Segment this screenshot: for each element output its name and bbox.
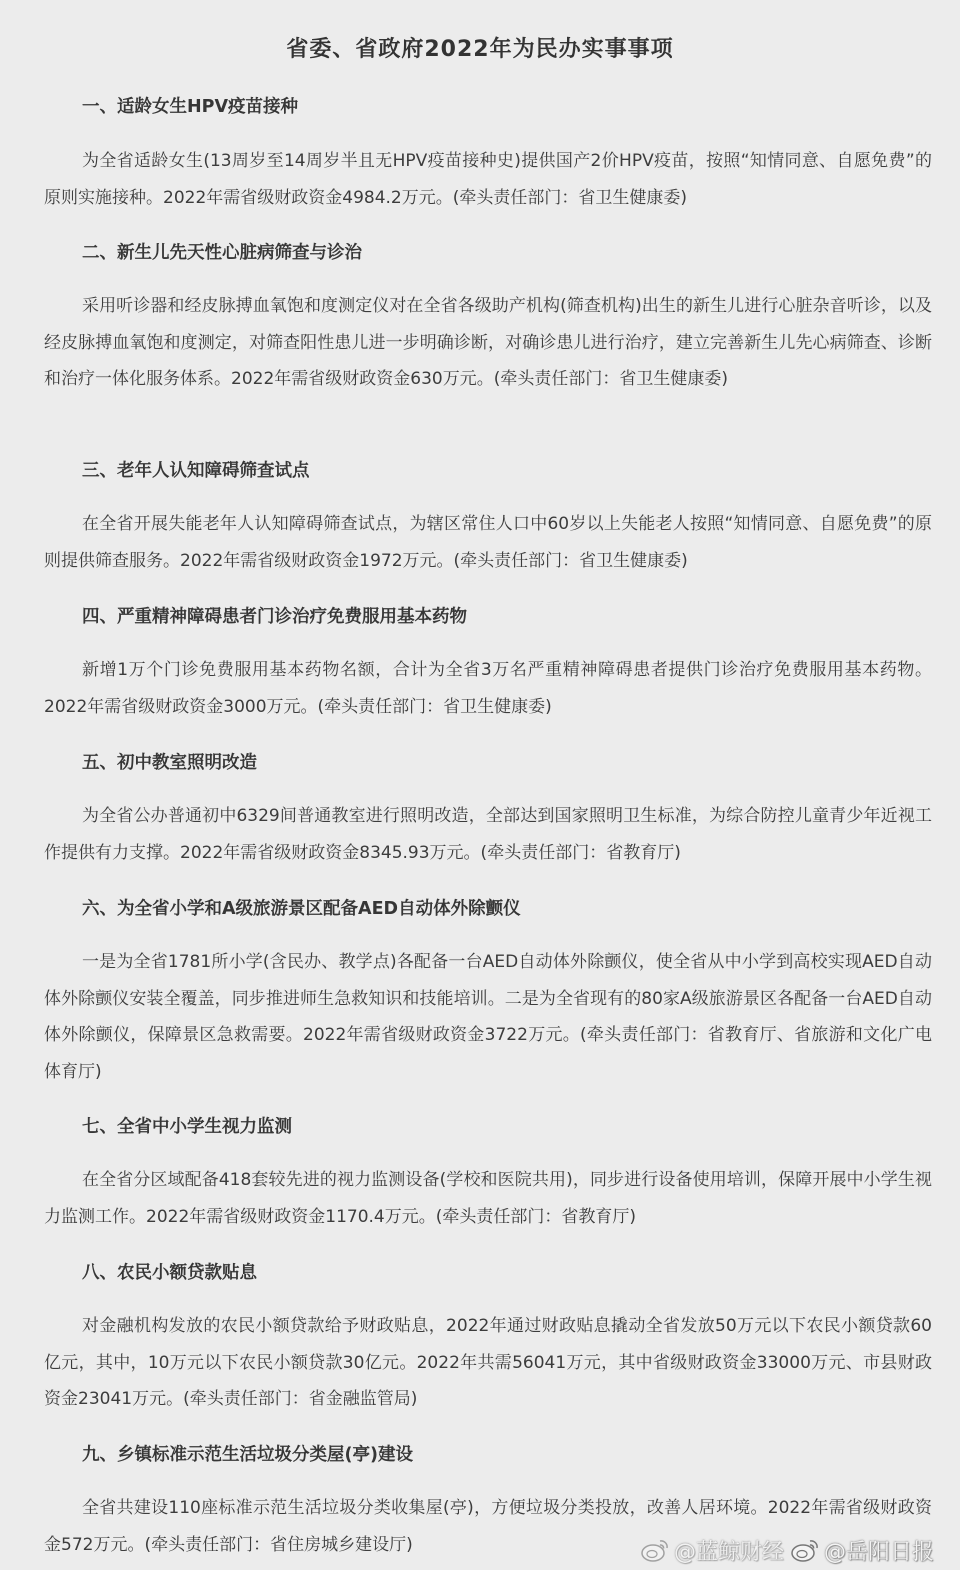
watermark-yueyang-daily <box>790 1532 934 1568</box>
section-heading-5: 五、初中教室照明改造 <box>82 753 257 773</box>
section-body-3: 在全省开展失能老年人认知障碍筛查试点，为辖区常住人口中60岁以上失能老人按照“知情同意、自愿免费”的原则提供筛查服务。2022年需省级财政资金1972万元。(牵头责任部门：省卫生健康委) <box>44 514 932 571</box>
section-heading-3: 三、老年人认知障碍筛查试点 <box>82 461 310 481</box>
section-body-6: 一是为全省1781所小学(含民办、教学点)各配备一台AED自动体外除颤仪，使全省从中小学到高校实现AED自动体外除颤仪安装全覆盖，同步推进师生急救知识和技能培训。二是为全省现有的80家A级旅游景区各配备一台AED自动体外除颤仪，保障景区急救需要。2022年需省级财政资金3722万元。(牵头责任部门：省教育厅、省旅游和文化广电体育厅) <box>44 952 932 1082</box>
section-body-4: 新增1万个门诊免费服用基本药物名额，合计为全省3万名严重精神障碍患者提供门诊治疗免费服用基本药物。2022年需省级财政资金3000万元。(牵头责任部门：省卫生健康委) <box>44 660 932 717</box>
weibo-icon <box>640 1537 670 1563</box>
document-title: 省委、省政府2022年为民办实事事项 <box>286 37 674 62</box>
section-body-8: 对金融机构发放的农民小额贷款给予财政贴息，2022年通过财政贴息撬动全省发放50万元以下农民小额贷款60亿元，其中，10万元以下农民小额贷款30亿元。2022年共需56041万元，其中省级财政资金33000万元、市县财政资金23041万元。(牵头责任部门：省金融监管局) <box>44 1316 932 1409</box>
weibo-icon <box>790 1537 820 1563</box>
section-body-5: 为全省公办普通初中6329间普通教室进行照明改造，全部达到国家照明卫生标准，为综合防控儿童青少年近视工作提供有力支撑。2022年需省级财政资金8345.93万元。(牵头责任部门：省教育厅) <box>44 806 932 863</box>
section-heading-4: 四、严重精神障碍患者门诊治疗免费服用基本药物 <box>82 607 467 627</box>
section-heading-2: 二、新生儿先天性心脏病筛查与诊治 <box>82 243 362 263</box>
watermark-text: @蓝鲸财经 <box>674 1539 785 1565</box>
watermark-text: @岳阳日报 <box>824 1539 935 1565</box>
watermark-lanjing <box>640 1532 784 1568</box>
section-heading-1: 一、适龄女生HPV疫苗接种 <box>82 97 299 117</box>
section-body-7: 在全省分区域配备418套较先进的视力监测设备(学校和医院共用)，同步进行设备使用培训，保障开展中小学生视力监测工作。2022年需省级财政资金1170.4万元。(牵头责任部门：省教育厅) <box>44 1170 932 1227</box>
section-heading-9: 九、乡镇标准示范生活垃圾分类屋(亭)建设 <box>82 1445 413 1465</box>
section-body-1: 为全省适龄女生(13周岁至14周岁半且无HPV疫苗接种史)提供国产2价HPV疫苗，按照“知情同意、自愿免费”的原则实施接种。2022年需省级财政资金4984.2万元。(牵头责任部门：省卫生健康委) <box>44 151 932 208</box>
section-heading-6: 六、为全省小学和A级旅游景区配备AED自动体外除颤仪 <box>82 899 521 919</box>
section-heading-7: 七、全省中小学生视力监测 <box>82 1117 292 1137</box>
section-body-2: 采用听诊器和经皮脉搏血氧饱和度测定仪对在全省各级助产机构(筛查机构)出生的新生儿进行心脏杂音听诊，以及经皮脉搏血氧饱和度测定，对筛查阳性患儿进一步明确诊断，对确诊患儿进行治疗，建立完善新生儿先心病筛查、诊断和治疗一体化服务体系。2022年需省级财政资金630万元。(牵头责任部门：省卫生健康委) <box>44 296 932 389</box>
section-heading-8: 八、农民小额贷款贴息 <box>82 1263 257 1283</box>
section-body-9: 全省共建设110座标准示范生活垃圾分类收集屋(亭)，方便垃圾分类投放，改善人居环境。2022年需省级财政资金572万元。(牵头责任部门：省住房城乡建设厅) <box>44 1498 932 1555</box>
